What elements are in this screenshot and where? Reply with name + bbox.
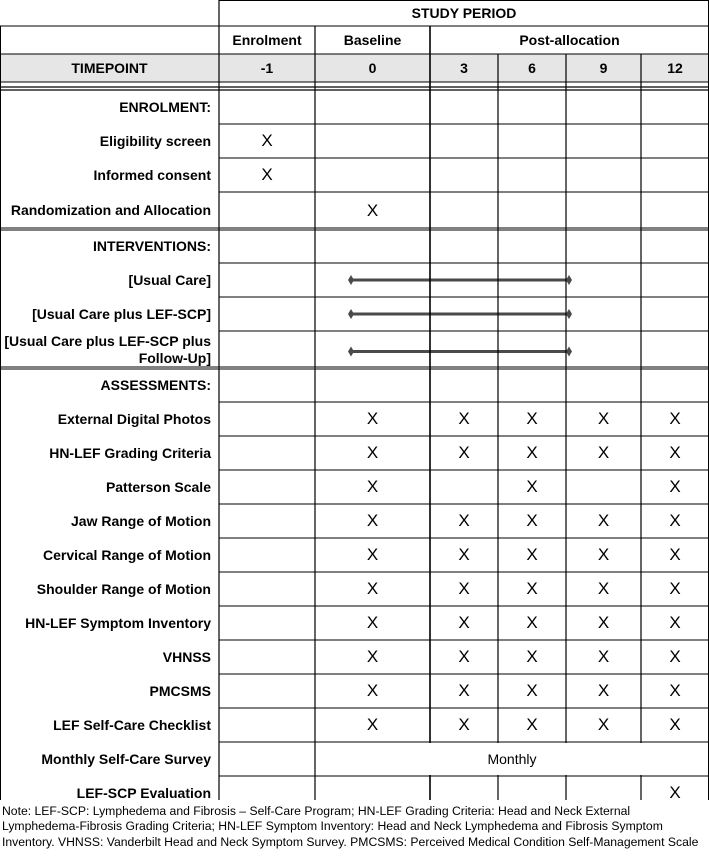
- x-mark: X: [458, 715, 470, 734]
- row-label: External Digital Photos: [57, 410, 211, 427]
- row-label: [Usual Care]: [128, 271, 211, 288]
- x-mark: X: [597, 647, 610, 666]
- x-mark: X: [669, 443, 681, 462]
- x-mark: X: [669, 613, 681, 632]
- row-label: [Usual Care plus LEF-SCP plus Follow-Up]: [4, 332, 211, 366]
- x-mark: X: [669, 783, 681, 802]
- x-mark: X: [669, 545, 681, 564]
- section-title: ENROLMENT:: [119, 98, 211, 115]
- duration-endpoint-diamond: [566, 309, 572, 319]
- x-mark: X: [366, 579, 379, 598]
- table-footnote: Note: LEF-SCP: Lymphedema and Fibrosis – Self-Care Program; HN-LEF Grading Criteria: Head and Neck External Lymphedema-Fibrosis Grading Criteria; HN-LEF Symptom Inventory: Head and Neck Lymphedema and Fibrosis Symptom Inventory. VHNSS: Vanderbilt Head and Neck Symptom Survey. PMCSMS: Perceived Medical Condition Self-Management Scale: [2, 804, 699, 849]
- duration-endpoint-diamond: [566, 347, 572, 357]
- row-label: Monthly Self-Care Survey: [41, 750, 211, 767]
- x-mark: X: [458, 579, 470, 598]
- timepoint-4: 6: [528, 60, 536, 76]
- x-mark: X: [526, 715, 538, 734]
- phase-enrolment: Enrolment: [232, 32, 302, 48]
- x-mark: X: [261, 131, 273, 150]
- timepoint-label: TIMEPOINT: [71, 60, 148, 76]
- x-mark: X: [458, 613, 470, 632]
- x-mark: X: [526, 647, 538, 666]
- row-label: LEF-SCP Evaluation: [76, 784, 211, 801]
- x-mark: X: [458, 545, 470, 564]
- row-label: Patterson Scale: [105, 478, 211, 495]
- x-mark: X: [366, 477, 379, 496]
- x-mark: X: [597, 579, 610, 598]
- row-label: LEF Self-Care Checklist: [53, 716, 211, 733]
- x-mark: X: [458, 409, 470, 428]
- row-label: [Usual Care plus LEF-SCP]: [32, 305, 211, 322]
- timepoint-6: 12: [667, 60, 683, 76]
- x-mark: X: [669, 409, 681, 428]
- x-mark: X: [597, 613, 610, 632]
- x-mark: X: [366, 511, 379, 530]
- timepoint-3: 3: [460, 60, 468, 76]
- x-mark: X: [261, 165, 273, 184]
- x-mark: X: [669, 477, 681, 496]
- study-period-header: STUDY PERIOD: [411, 5, 517, 21]
- timepoint-2: 0: [368, 60, 377, 76]
- timepoint-1: -1: [260, 60, 274, 76]
- x-mark: X: [526, 511, 538, 530]
- x-mark: X: [366, 647, 379, 666]
- x-mark: X: [366, 443, 379, 462]
- x-mark: X: [597, 715, 610, 734]
- row-label: Informed consent: [93, 166, 211, 183]
- section-title: INTERVENTIONS:: [93, 237, 211, 254]
- x-mark: X: [526, 579, 538, 598]
- row-label: Jaw Range of Motion: [71, 512, 211, 529]
- x-mark: X: [669, 647, 681, 666]
- row-label: Randomization and Allocation: [10, 202, 211, 218]
- x-mark: X: [597, 511, 610, 530]
- x-mark: X: [366, 200, 379, 220]
- row-label: Eligibility screen: [99, 132, 211, 149]
- x-mark: X: [597, 681, 610, 700]
- x-mark: X: [597, 545, 610, 564]
- x-mark: X: [669, 715, 681, 734]
- x-mark: X: [669, 511, 681, 530]
- x-mark: X: [366, 613, 379, 632]
- x-mark: X: [458, 681, 470, 700]
- duration-endpoint-diamond: [348, 275, 354, 285]
- duration-endpoint-diamond: [348, 309, 354, 319]
- x-mark: X: [526, 409, 538, 428]
- phase-post-allocation: Post-allocation: [519, 32, 620, 48]
- timepoint-5: 9: [599, 60, 608, 76]
- x-mark: X: [366, 545, 379, 564]
- x-mark: X: [458, 511, 470, 530]
- x-mark: X: [458, 443, 470, 462]
- phase-baseline: Baseline: [343, 32, 402, 48]
- x-mark: X: [526, 545, 538, 564]
- x-mark: X: [526, 681, 538, 700]
- monthly-label: Monthly: [487, 751, 537, 767]
- x-mark: X: [669, 681, 681, 700]
- x-mark: X: [597, 443, 610, 462]
- row-label: VHNSS: [162, 648, 211, 665]
- x-mark: X: [458, 647, 470, 666]
- duration-endpoint-diamond: [348, 347, 354, 357]
- x-mark: X: [366, 681, 379, 700]
- x-mark: X: [526, 613, 538, 632]
- row-label: Cervical Range of Motion: [42, 546, 211, 563]
- section-title: ASSESSMENTS:: [100, 376, 211, 393]
- x-mark: X: [366, 409, 379, 428]
- x-mark: X: [526, 443, 538, 462]
- duration-endpoint-diamond: [566, 275, 572, 285]
- row-label: PMCSMS: [149, 682, 211, 699]
- x-mark: X: [366, 715, 379, 734]
- x-mark: X: [526, 477, 538, 496]
- row-label: HN-LEF Symptom Inventory: [25, 614, 211, 631]
- x-mark: X: [669, 579, 681, 598]
- row-label: HN-LEF Grading Criteria: [49, 444, 211, 461]
- x-mark: X: [597, 409, 610, 428]
- row-label: Shoulder Range of Motion: [36, 580, 211, 597]
